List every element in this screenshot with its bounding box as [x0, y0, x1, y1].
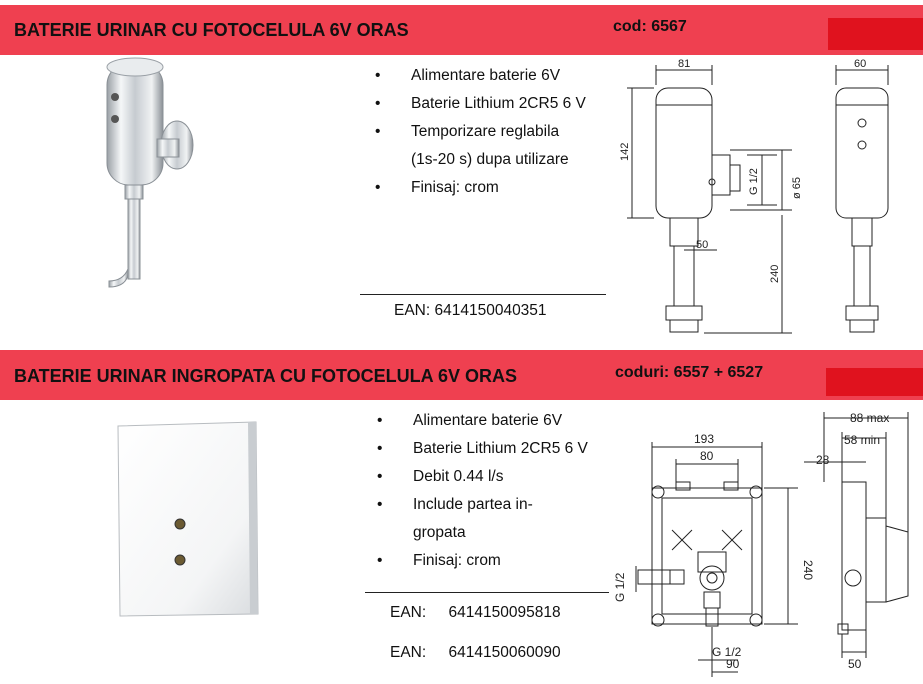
dim-height: 142 — [619, 142, 631, 161]
feature-item — [377, 407, 588, 435]
feature-text: Baterie Lithium 2CR5 6 V — [411, 95, 586, 112]
product-header-1 — [0, 5, 923, 55]
dim-depth: 60 — [854, 58, 867, 70]
dim-thread-bottom: G 1/2 — [712, 645, 742, 659]
feature-text: Baterie Lithium 2CR5 6 V — [413, 440, 588, 457]
dim-min: 58 min — [844, 433, 881, 447]
feature-text: Finisaj: crom — [411, 179, 499, 196]
product-code: cod: 6567 — [613, 18, 687, 35]
dim-height: 240 — [801, 560, 815, 581]
ean-code: 6414150095818 — [448, 604, 561, 621]
feature-text: Include partea in- — [413, 496, 533, 513]
divider — [360, 294, 606, 295]
technical-drawing-exposed — [612, 55, 917, 345]
dim-side-bottom: 50 — [848, 657, 862, 671]
dim-thread-left: G 1/2 — [613, 572, 627, 602]
feature-item-continued — [375, 146, 586, 174]
header-tab — [826, 368, 923, 396]
dim-pipe: 240 — [769, 264, 781, 283]
dim-flange: ø 65 — [791, 176, 803, 199]
feature-item — [375, 62, 586, 90]
bullet-icon: • — [377, 440, 383, 457]
feature-text: Temporizare reglabila — [411, 123, 560, 140]
feature-text: Alimentare baterie 6V — [413, 412, 563, 429]
dim-side-top: 28 — [816, 453, 830, 467]
feature-text: gropata — [413, 524, 466, 541]
dim-width: 81 — [678, 58, 691, 70]
ean-label: EAN: — [390, 604, 427, 621]
feature-item — [377, 463, 588, 491]
feature-item-continued — [377, 519, 588, 547]
feature-text: Finisaj: crom — [413, 552, 501, 569]
ean-row — [390, 604, 561, 622]
feature-item — [375, 174, 586, 202]
feature-item — [375, 118, 586, 146]
bullet-icon: • — [377, 412, 383, 429]
feature-list — [377, 407, 588, 575]
bullet-icon: • — [377, 468, 383, 485]
feature-item — [377, 435, 588, 463]
feature-item — [377, 491, 588, 519]
bullet-icon: • — [375, 67, 381, 84]
product-title: BATERIE URINAR INGROPATA CU FOTOCELULA 6V ORAS — [14, 366, 518, 386]
bullet-icon: • — [375, 95, 381, 112]
feature-item — [377, 547, 588, 575]
bullet-icon: • — [377, 552, 383, 569]
product-photo-exposed-valve — [95, 55, 215, 295]
feature-list — [375, 62, 586, 202]
dim-inner: 80 — [700, 449, 714, 463]
divider — [365, 592, 609, 593]
dim-width: 193 — [694, 432, 715, 446]
feature-text: Alimentare baterie 6V — [411, 67, 561, 84]
ean-code: EAN: 6414150040351 — [394, 302, 547, 319]
feature-text: Debit 0.44 l/s — [413, 468, 504, 485]
bullet-icon: • — [377, 496, 383, 513]
ean-label: EAN: — [390, 644, 427, 661]
dim-bottom: 90 — [726, 657, 740, 671]
header-tab — [828, 18, 923, 50]
feature-text: (1s-20 s) dupa utilizare — [411, 151, 569, 168]
product-code: coduri: 6557 + 6527 — [615, 364, 764, 381]
dim-max: 88 max — [850, 411, 890, 425]
product-header-2 — [0, 350, 923, 400]
ean-row — [390, 644, 561, 662]
ean-code: 6414150060090 — [448, 644, 561, 661]
product-title: BATERIE URINAR CU FOTOCELULA 6V ORAS — [14, 20, 409, 40]
dim-thread: G 1/2 — [748, 168, 760, 195]
dim-offset: 50 — [696, 239, 709, 251]
technical-drawing-concealed — [608, 402, 918, 682]
product-photo-cover-plate — [110, 418, 265, 620]
bullet-icon: • — [375, 179, 381, 196]
feature-item — [375, 90, 586, 118]
bullet-icon: • — [375, 123, 381, 140]
